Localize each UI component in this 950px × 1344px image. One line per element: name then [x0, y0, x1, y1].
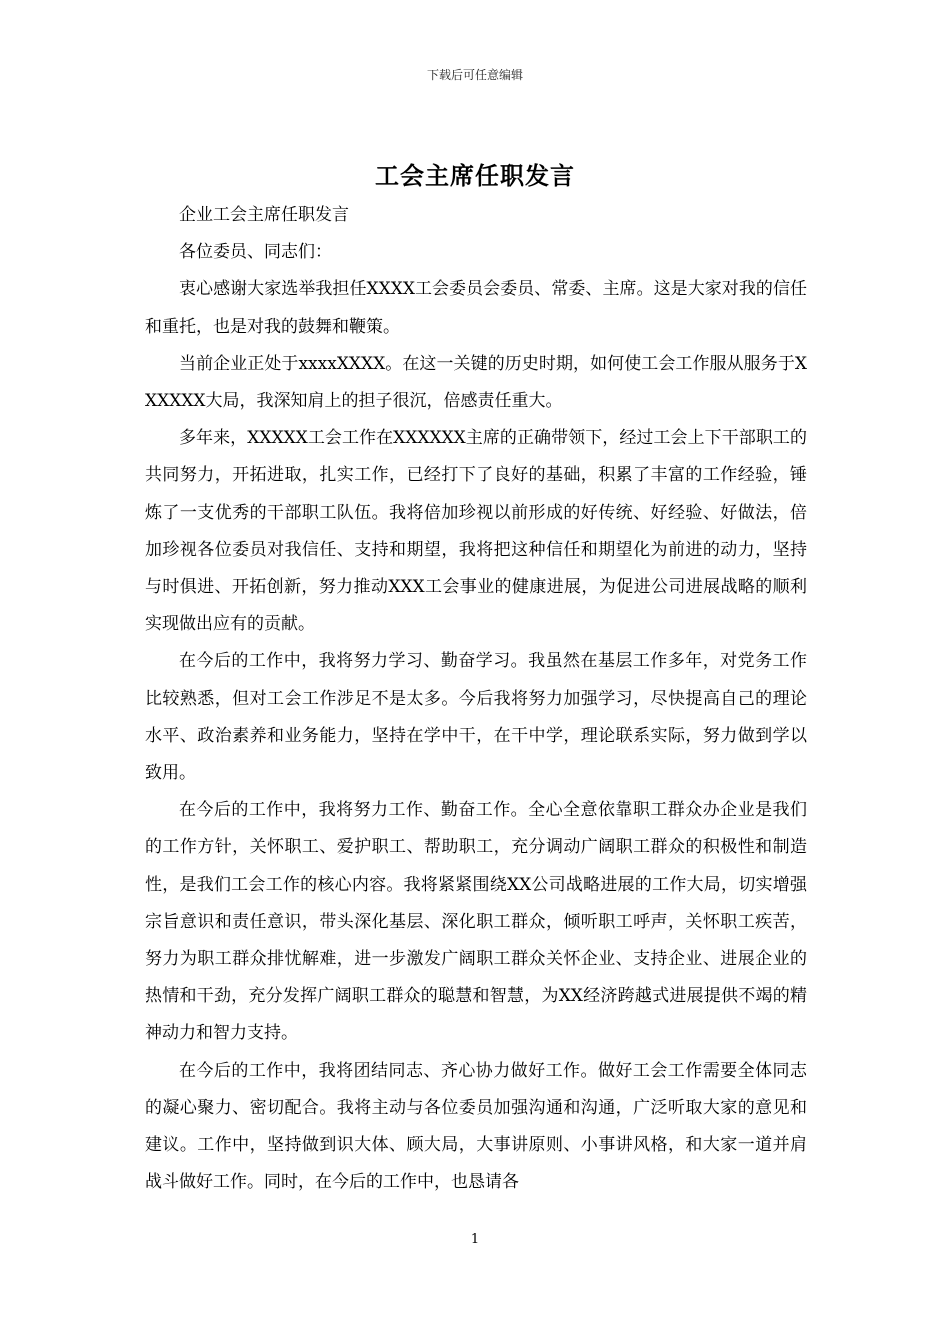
paragraph: 衷心感谢大家选举我担任XXXX工会委员会委员、常委、主席。这是大家对我的信任和重托，也是对我的鼓舞和鞭策。	[145, 279, 807, 337]
paragraph: 在今后的工作中，我将团结同志、齐心协力做好工作。做好工会工作需要全体同志的凝心聚力、密切配合。我将主动与各位委员加强沟通和沟通，广泛听取大家的意见和建议。工作中，坚持做到识大体、顾大局，大事讲原则、小事讲风格，和大家一道并肩战斗做好工作。同时，在今后的工作中，也恳请各	[145, 1060, 807, 1193]
paragraph: 多年来，XXXXX工会工作在XXXXXX主席的正确带领下，经过工会上下干部职工的共同努力，开拓进取，扎实工作，已经打下了良好的基础，积累了丰富的工作经验，锤炼了一支优秀的干部职工队伍。我将倍加珍视以前形成的好传统、好经验、好做法，倍加珍视各位委员对我信任、支持和期望，我将把这种信任和期望化为前进的动力，坚持与时俱进、开拓创新，努力推动XXX工会事业的健康进展，为促进公司进展战略的顺利实现做出应有的贡献。	[145, 428, 807, 635]
document-body	[145, 197, 807, 1201]
paragraph: 当前企业正处于xxxxXXXX。在这一关键的历史时期，如何使工会工作服从服务于XXXXXX大局，我深知肩上的担子很沉，倍感责任重大。	[145, 353, 807, 412]
paragraph: 在今后的工作中，我将努力学习、勤奋学习。我虽然在基层工作多年，对党务工作比较熟悉，但对工会工作涉足不是太多。今后我将努力加强学习，尽快提高自己的理论水平、政治素养和业务能力，坚持在学中干，在干中学，理论联系实际，努力做到学以致用。	[145, 651, 807, 784]
document-title: 工会主席任职发言	[375, 161, 575, 190]
paragraph: 在今后的工作中，我将努力工作、勤奋工作。全心全意依靠职工群众办企业是我们的工作方针，关怀职工、爱护职工、帮助职工，充分调动广阔职工群众的积极性和制造性，是我们工会工作的核心内容。我将紧紧围绕XX公司战略进展的工作大局，切实增强宗旨意识和责任意识，带头深化基层、深化职工群众，倾听职工呼声，关怀职工疾苦，努力为职工群众排忧解难，进一步激发广阔职工群众关怀企业、支持企业、进展企业的热情和干劲，充分发挥广阔职工群众的聪慧和智慧，为XX经济跨越式进展提供不竭的精神动力和智力支持。	[145, 800, 807, 1044]
page-number: 1	[470, 1232, 480, 1247]
paragraph-subtitle: 企业工会主席任职发言	[179, 205, 349, 225]
paragraph-salutation: 各位委员、同志们：	[179, 242, 332, 263]
page-header-note: 下载后可任意编辑	[426, 68, 523, 82]
